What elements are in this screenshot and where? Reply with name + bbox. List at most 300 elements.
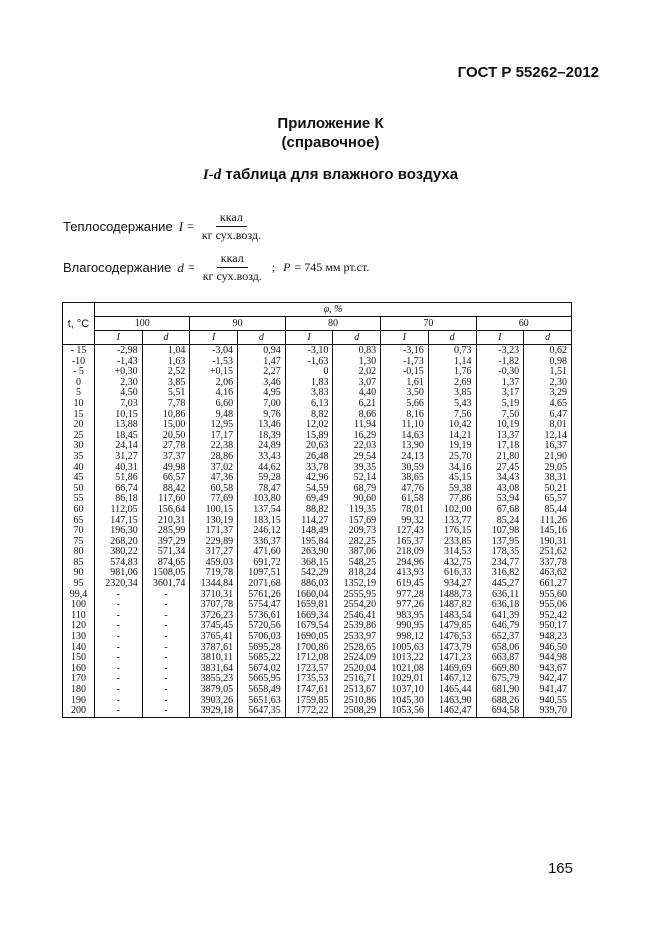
enthalpy-cell: - (95, 643, 143, 654)
temperature-cell: 45 (63, 473, 95, 484)
moisture-cell: 1473,79 (428, 643, 476, 654)
enthalpy-column-header: I (190, 331, 238, 345)
enthalpy-cell: 886,03 (285, 579, 333, 590)
enthalpy-cell: -1,73 (381, 357, 429, 368)
enthalpy-cell: 636,11 (476, 590, 524, 601)
enthalpy-cell: 85,24 (476, 516, 524, 527)
temperature-cell: 75 (63, 537, 95, 548)
enthalpy-cell: - (95, 632, 143, 643)
enthalpy-cell: -3,16 (381, 345, 429, 357)
enthalpy-cell: -3,04 (190, 345, 238, 357)
enthalpy-cell: 12,95 (190, 420, 238, 431)
humidity-group-header: 60 (476, 317, 572, 331)
moisture-cell: 20,50 (142, 431, 190, 442)
moisture-cell: 6,21 (333, 399, 381, 410)
enthalpy-cell: 6,60 (190, 399, 238, 410)
enthalpy-cell: - (95, 590, 143, 601)
moisture-cell: 7,00 (238, 399, 286, 410)
enthalpy-cell: 1690,05 (285, 632, 333, 643)
moisture-cell: 2554,20 (333, 600, 381, 611)
table-row (63, 706, 572, 717)
moisture-cell: 5720,56 (238, 621, 286, 632)
enthalpy-cell: 178,35 (476, 547, 524, 558)
moisture-cell: 2533,97 (333, 632, 381, 643)
enthalpy-cell: 4,50 (95, 388, 143, 399)
enthalpy-cell: 69,49 (285, 494, 333, 505)
moisture-cell: 1487,82 (428, 600, 476, 611)
appendix-subtitle: (справочное) (281, 134, 380, 151)
moisture-column-header: d (238, 331, 286, 345)
moisture-cell: 2539,86 (333, 621, 381, 632)
enthalpy-cell: 263,90 (285, 547, 333, 558)
moisture-cell: 78,47 (238, 484, 286, 495)
moisture-cell: 24,89 (238, 441, 286, 452)
enthalpy-cell: 8,82 (285, 410, 333, 421)
enthalpy-cell: 31,27 (95, 452, 143, 463)
enthalpy-cell: 26,48 (285, 452, 333, 463)
enthalpy-cell: 688,26 (476, 696, 524, 707)
temperature-cell: 0 (63, 378, 95, 389)
enthalpy-cell: 1344,84 (190, 579, 238, 590)
moisture-cell: 0,83 (333, 345, 381, 357)
enthalpy-cell: 2,30 (95, 378, 143, 389)
moisture-cell: 3,29 (524, 388, 572, 399)
enthalpy-cell: 675,79 (476, 674, 524, 685)
moisture-cell: 16,29 (333, 431, 381, 442)
temperature-cell: 120 (63, 621, 95, 632)
enthalpy-cell: - (95, 664, 143, 675)
moisture-cell: 68,79 (333, 484, 381, 495)
moisture-cell: 1,47 (238, 357, 286, 368)
enthalpy-cell: 43,08 (476, 484, 524, 495)
enthalpy-cell: 3787,61 (190, 643, 238, 654)
moisture-cell: 941,47 (524, 685, 572, 696)
heat-content-label: Теплосодержание (63, 219, 173, 234)
enthalpy-cell: 13,90 (381, 441, 429, 452)
moisture-cell: 2,30 (524, 378, 572, 389)
enthalpy-cell: 13,37 (476, 431, 524, 442)
enthalpy-cell: 18,45 (95, 431, 143, 442)
moisture-cell: 10,42 (428, 420, 476, 431)
moisture-cell: 233,85 (428, 537, 476, 548)
enthalpy-cell: 17,18 (476, 441, 524, 452)
temperature-cell: 35 (63, 452, 95, 463)
enthalpy-cell: 137,95 (476, 537, 524, 548)
enthalpy-cell: 9,48 (190, 410, 238, 421)
moisture-cell: 5651,63 (238, 696, 286, 707)
moisture-cell: 1467,12 (428, 674, 476, 685)
heat-content-unit-fraction (198, 210, 265, 243)
enthalpy-cell: 1679,54 (285, 621, 333, 632)
temperature-cell: 55 (63, 494, 95, 505)
moisture-cell: 7,56 (428, 410, 476, 421)
moisture-cell: 49,98 (142, 463, 190, 474)
enthalpy-cell: - (95, 685, 143, 696)
enthalpy-cell: 24,13 (381, 452, 429, 463)
moisture-cell: 946,50 (524, 643, 572, 654)
enthalpy-cell: 3,83 (285, 388, 333, 399)
temperature-cell: 190 (63, 696, 95, 707)
enthalpy-cell: 1,37 (476, 378, 524, 389)
enthalpy-cell: 1053,56 (381, 706, 429, 717)
enthalpy-cell: 413,93 (381, 568, 429, 579)
enthalpy-cell: - (95, 653, 143, 664)
moisture-cell: 157,69 (333, 516, 381, 527)
enthalpy-cell: 1005,63 (381, 643, 429, 654)
moisture-cell: 66,57 (142, 473, 190, 484)
enthalpy-cell: 459,03 (190, 558, 238, 569)
enthalpy-cell: 47,76 (381, 484, 429, 495)
moisture-cell: 571,34 (142, 547, 190, 558)
enthalpy-cell: 24,14 (95, 441, 143, 452)
enthalpy-cell: -2,98 (95, 345, 143, 357)
temperature-cell: 95 (63, 579, 95, 590)
enthalpy-cell: 636,18 (476, 600, 524, 611)
enthalpy-cell: 3710,31 (190, 590, 238, 601)
moisture-cell: 943,67 (524, 664, 572, 675)
enthalpy-cell: -1,82 (476, 357, 524, 368)
enthalpy-cell: 165,37 (381, 537, 429, 548)
moisture-cell: 22,03 (333, 441, 381, 452)
moisture-cell: 616,33 (428, 568, 476, 579)
enthalpy-cell: 1669,34 (285, 611, 333, 622)
table-row (63, 452, 572, 463)
humidity-group-header: 70 (381, 317, 476, 331)
moisture-cell: 955,06 (524, 600, 572, 611)
id-data-table (62, 302, 572, 718)
moisture-cell: 874,65 (142, 558, 190, 569)
enthalpy-cell: 130,19 (190, 516, 238, 527)
moisture-cell: 5674,02 (238, 664, 286, 675)
moisture-cell: 1463,90 (428, 696, 476, 707)
moisture-cell: 1483,54 (428, 611, 476, 622)
humidity-group-header: 90 (190, 317, 285, 331)
enthalpy-cell: +0,30 (95, 367, 143, 378)
enthalpy-cell: 112,05 (95, 505, 143, 516)
moisture-cell: 2524,09 (333, 653, 381, 664)
enthalpy-cell: - (95, 706, 143, 717)
enthalpy-column-header: I (95, 331, 143, 345)
moisture-cell: 818,24 (333, 568, 381, 579)
enthalpy-cell: 67,68 (476, 505, 524, 516)
moisture-cell: 21,90 (524, 452, 572, 463)
moisture-cell: 691,72 (238, 558, 286, 569)
moisture-column-header: d (524, 331, 572, 345)
moisture-cell: 209,73 (333, 526, 381, 537)
moisture-cell: 1,04 (142, 345, 190, 357)
moisture-cell: 37,37 (142, 452, 190, 463)
enthalpy-cell: 380,22 (95, 547, 143, 558)
enthalpy-cell: 3726,23 (190, 611, 238, 622)
moisture-cell: 0,94 (238, 345, 286, 357)
enthalpy-cell: 1,61 (381, 378, 429, 389)
table-row (63, 505, 572, 516)
moisture-cell: - (142, 706, 190, 717)
moisture-content-unit-fraction (199, 251, 266, 284)
moisture-cell: 942,47 (524, 674, 572, 685)
moisture-cell: 1,51 (524, 367, 572, 378)
moisture-cell: 1508,05 (142, 568, 190, 579)
moisture-cell: - (142, 643, 190, 654)
enthalpy-cell: 694,58 (476, 706, 524, 717)
moisture-cell: 183,15 (238, 516, 286, 527)
moisture-cell: 14,21 (428, 431, 476, 442)
enthalpy-column-header: I (381, 331, 429, 345)
moisture-cell: 0,73 (428, 345, 476, 357)
moisture-cell: 661,27 (524, 579, 572, 590)
enthalpy-cell: 7,50 (476, 410, 524, 421)
moisture-cell: 25,70 (428, 452, 476, 463)
enthalpy-cell: 646,79 (476, 621, 524, 632)
formula-separator: ; (271, 260, 276, 274)
moisture-cell: 1476,53 (428, 632, 476, 643)
temperature-cell: 80 (63, 547, 95, 558)
enthalpy-cell: 1037,10 (381, 685, 429, 696)
table-title-id-part: I-d (202, 167, 222, 183)
moisture-cell: 85,44 (524, 505, 572, 516)
document-code: ГОСТ Р 55262–2012 (457, 64, 599, 81)
appendix-title: Приложение К (277, 115, 384, 132)
enthalpy-cell: 990,95 (381, 621, 429, 632)
enthalpy-cell: - (95, 611, 143, 622)
enthalpy-cell: 15,89 (285, 431, 333, 442)
moisture-cell: - (142, 621, 190, 632)
temperature-cell: - 5 (63, 367, 95, 378)
moisture-cell: 103,80 (238, 494, 286, 505)
enthalpy-cell: 317,27 (190, 547, 238, 558)
moisture-cell: 955,60 (524, 590, 572, 601)
moisture-cell: 948,23 (524, 632, 572, 643)
moisture-cell: 2546,41 (333, 611, 381, 622)
moisture-cell: 5647,35 (238, 706, 286, 717)
moisture-cell: 3,85 (428, 388, 476, 399)
moisture-cell: - (142, 611, 190, 622)
moisture-cell: 34,16 (428, 463, 476, 474)
table-row (63, 345, 572, 357)
enthalpy-cell: 663,87 (476, 653, 524, 664)
moisture-content-formula (63, 251, 369, 284)
humidity-group-header: 100 (95, 317, 190, 331)
enthalpy-cell: - (95, 696, 143, 707)
moisture-cell: 1462,47 (428, 706, 476, 717)
moisture-cell: 1488,73 (428, 590, 476, 601)
enthalpy-cell: 3707,78 (190, 600, 238, 611)
enthalpy-cell: 37,02 (190, 463, 238, 474)
enthalpy-cell: 28,86 (190, 452, 238, 463)
enthalpy-cell: 147,15 (95, 516, 143, 527)
moisture-cell: - (142, 590, 190, 601)
moisture-cell: 2,69 (428, 378, 476, 389)
pressure-value: = 745 мм рт.ст. (294, 260, 370, 274)
moisture-cell: 15,00 (142, 420, 190, 431)
enthalpy-cell: 669,80 (476, 664, 524, 675)
moisture-cell: 952,42 (524, 611, 572, 622)
moisture-cell: 5695,28 (238, 643, 286, 654)
moisture-content-variable: d (177, 259, 184, 275)
moisture-cell: - (142, 600, 190, 611)
enthalpy-cell: 998,12 (381, 632, 429, 643)
temperature-cell: 10 (63, 399, 95, 410)
enthalpy-cell: 14,63 (381, 431, 429, 442)
temperature-cell: 50 (63, 484, 95, 495)
moisture-cell: 4,65 (524, 399, 572, 410)
moisture-cell: 176,15 (428, 526, 476, 537)
moisture-cell: 1352,19 (333, 579, 381, 590)
moisture-cell: 29,54 (333, 452, 381, 463)
enthalpy-cell: 268,20 (95, 537, 143, 548)
moisture-cell: 1469,69 (428, 664, 476, 675)
enthalpy-cell: 99,32 (381, 516, 429, 527)
temperature-cell: 150 (63, 653, 95, 664)
enthalpy-cell: -1,53 (190, 357, 238, 368)
moisture-cell: 950,17 (524, 621, 572, 632)
moisture-cell: 117,60 (142, 494, 190, 505)
enthalpy-cell: -1,63 (285, 357, 333, 368)
moisture-cell: 90,60 (333, 494, 381, 505)
moisture-cell: - (142, 664, 190, 675)
temperature-cell: 70 (63, 526, 95, 537)
moisture-cell: - (142, 632, 190, 643)
enthalpy-cell: 33,78 (285, 463, 333, 474)
enthalpy-cell: 1021,08 (381, 664, 429, 675)
moisture-cell: 1,30 (333, 357, 381, 368)
moisture-cell: 314,53 (428, 547, 476, 558)
temperature-cell: 100 (63, 600, 95, 611)
moisture-content-equals: = (187, 260, 195, 274)
moisture-cell: 5,43 (428, 399, 476, 410)
temperature-cell: 140 (63, 643, 95, 654)
enthalpy-cell: 5,66 (381, 399, 429, 410)
temperature-cell: 60 (63, 505, 95, 516)
enthalpy-cell: 981,06 (95, 568, 143, 579)
moisture-cell: 1465,44 (428, 685, 476, 696)
moisture-cell: 10,86 (142, 410, 190, 421)
heat-content-unit-denominator: кг сух.возд. (201, 228, 261, 242)
moisture-cell: 548,25 (333, 558, 381, 569)
moisture-cell: 5754,47 (238, 600, 286, 611)
moisture-cell: - (142, 674, 190, 685)
moisture-cell: 1479,85 (428, 621, 476, 632)
enthalpy-cell: 3929,18 (190, 706, 238, 717)
moisture-cell: 1471,23 (428, 653, 476, 664)
moisture-cell: 1097,51 (238, 568, 286, 579)
moisture-cell: 59,28 (238, 473, 286, 484)
moisture-cell: 137,54 (238, 505, 286, 516)
enthalpy-cell: 3765,41 (190, 632, 238, 643)
moisture-cell: 336,37 (238, 537, 286, 548)
table-body (63, 345, 572, 718)
enthalpy-cell: 641,39 (476, 611, 524, 622)
enthalpy-cell: 3,17 (476, 388, 524, 399)
moisture-cell: 337,78 (524, 558, 572, 569)
moisture-cell: 471,60 (238, 547, 286, 558)
temperature-cell: 40 (63, 463, 95, 474)
enthalpy-cell: 66,74 (95, 484, 143, 495)
moisture-cell: 4,95 (238, 388, 286, 399)
table-row (63, 357, 572, 368)
enthalpy-cell: 977,28 (381, 590, 429, 601)
moisture-cell: 944,98 (524, 653, 572, 664)
enthalpy-cell: 983,95 (381, 611, 429, 622)
enthalpy-cell: 3810,11 (190, 653, 238, 664)
moisture-cell: 13,46 (238, 420, 286, 431)
moisture-cell: 940,55 (524, 696, 572, 707)
moisture-cell: 18,39 (238, 431, 286, 442)
enthalpy-cell: 5,19 (476, 399, 524, 410)
enthalpy-cell: 54,59 (285, 484, 333, 495)
enthalpy-cell: 977,26 (381, 600, 429, 611)
moisture-cell: 4,40 (333, 388, 381, 399)
temperature-cell: 160 (63, 664, 95, 675)
moisture-cell: 133,77 (428, 516, 476, 527)
enthalpy-column-header: I (476, 331, 524, 345)
enthalpy-cell: 127,43 (381, 526, 429, 537)
enthalpy-column-header: I (285, 331, 333, 345)
temperature-cell: 90 (63, 568, 95, 579)
enthalpy-cell: 3879,05 (190, 685, 238, 696)
moisture-cell: 16,37 (524, 441, 572, 452)
temperature-header: t, °C (63, 303, 95, 345)
enthalpy-cell: 47,36 (190, 473, 238, 484)
enthalpy-cell: 368,15 (285, 558, 333, 569)
heat-content-unit-numerator: ккал (216, 210, 247, 227)
humidity-group-row (63, 317, 572, 331)
enthalpy-cell: 34,43 (476, 473, 524, 484)
enthalpy-cell: 195,84 (285, 537, 333, 548)
enthalpy-cell: 1723,57 (285, 664, 333, 675)
moisture-cell: 27,78 (142, 441, 190, 452)
enthalpy-cell: 10,15 (95, 410, 143, 421)
enthalpy-cell: 20,63 (285, 441, 333, 452)
moisture-cell: 1,63 (142, 357, 190, 368)
temperature-cell: 25 (63, 431, 95, 442)
enthalpy-cell: 86,18 (95, 494, 143, 505)
enthalpy-cell: 10,19 (476, 420, 524, 431)
enthalpy-cell: 619,45 (381, 579, 429, 590)
enthalpy-cell: 1659,81 (285, 600, 333, 611)
enthalpy-cell: 17,17 (190, 431, 238, 442)
enthalpy-cell: 107,98 (476, 526, 524, 537)
moisture-cell: 65,57 (524, 494, 572, 505)
enthalpy-cell: 1759,85 (285, 696, 333, 707)
moisture-cell: 934,27 (428, 579, 476, 590)
moisture-cell: 0,62 (524, 345, 572, 357)
enthalpy-cell: 30,59 (381, 463, 429, 474)
temperature-cell: 85 (63, 558, 95, 569)
enthalpy-cell: 2320,34 (95, 579, 143, 590)
enthalpy-cell: - (95, 674, 143, 685)
table-row (63, 685, 572, 696)
enthalpy-cell: 77,69 (190, 494, 238, 505)
enthalpy-cell: 3903,26 (190, 696, 238, 707)
moisture-cell: 77,86 (428, 494, 476, 505)
enthalpy-cell: 316,82 (476, 568, 524, 579)
moisture-cell: 190,31 (524, 537, 572, 548)
heat-content-variable: I (178, 218, 184, 234)
enthalpy-cell: - (95, 621, 143, 632)
moisture-cell: 19,19 (428, 441, 476, 452)
enthalpy-cell: 0 (285, 367, 333, 378)
moisture-cell: 397,29 (142, 537, 190, 548)
moisture-cell: 156,64 (142, 505, 190, 516)
enthalpy-cell: 13,88 (95, 420, 143, 431)
enthalpy-cell: 21,80 (476, 452, 524, 463)
enthalpy-cell: 681,90 (476, 685, 524, 696)
enthalpy-cell: 38,65 (381, 473, 429, 484)
moisture-cell: 8,66 (333, 410, 381, 421)
enthalpy-cell: 100,15 (190, 505, 238, 516)
moisture-column-header: d (333, 331, 381, 345)
